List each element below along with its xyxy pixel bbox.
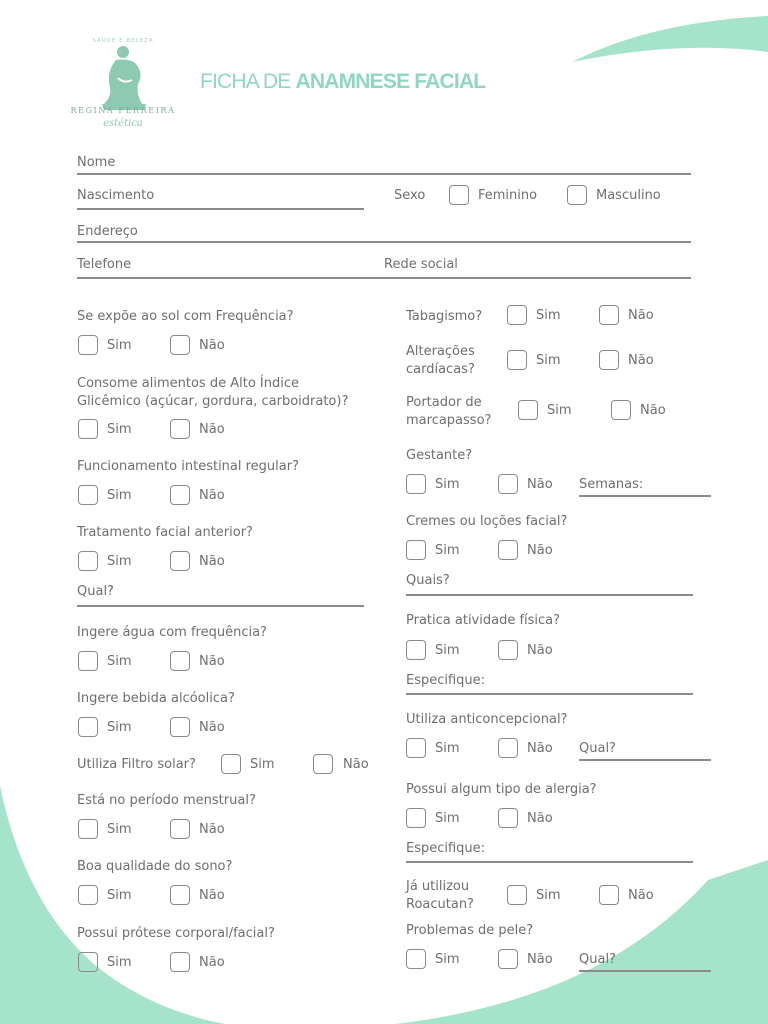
label-quais: Quais?: [406, 573, 450, 588]
q-marcapasso-line1: Portador de: [406, 395, 482, 410]
q-anticoncepcional: Utiliza anticoncepcional?: [406, 712, 568, 727]
quais-field[interactable]: [406, 594, 693, 596]
q-menstrual: Está no período menstrual?: [77, 793, 256, 808]
atividade-nao-checkbox[interactable]: [498, 640, 518, 660]
tratamento-nao-label: Não: [199, 554, 225, 569]
alergia-sim-label: Sim: [435, 811, 460, 826]
logo-top-text: SAÚDE E BELEZA: [92, 38, 154, 44]
alergia-nao-checkbox[interactable]: [498, 808, 518, 828]
pele-sim-label: Sim: [435, 952, 460, 967]
label-tratamento-qual: Qual?: [77, 584, 114, 599]
nascimento-field[interactable]: [77, 208, 364, 210]
q-tabagismo: Tabagismo?: [406, 309, 483, 324]
q-filtro: Utiliza Filtro solar?: [77, 757, 196, 772]
q-agua: Ingere água com frequência?: [77, 625, 267, 640]
filtro-sim-checkbox[interactable]: [221, 754, 241, 774]
alergia-especifique-field[interactable]: [406, 861, 693, 863]
tratamento-nao-checkbox[interactable]: [170, 551, 190, 571]
roacutan-sim-checkbox[interactable]: [507, 885, 527, 905]
checkbox-masculino[interactable]: [567, 185, 587, 205]
marcapasso-nao-checkbox[interactable]: [611, 400, 631, 420]
protese-nao-checkbox[interactable]: [170, 952, 190, 972]
intestinal-nao-label: Não: [199, 488, 225, 503]
cardiacas-sim-checkbox[interactable]: [507, 350, 527, 370]
tabagismo-sim-checkbox[interactable]: [507, 305, 527, 325]
gestante-sim-label: Sim: [435, 477, 460, 492]
agua-nao-label: Não: [199, 654, 225, 669]
intestinal-sim-checkbox[interactable]: [78, 485, 98, 505]
label-nome: Nome: [77, 155, 116, 170]
q-sol: Se expõe ao sol com Frequência?: [77, 309, 294, 324]
filtro-sim-label: Sim: [250, 757, 275, 772]
q-alcool: Ingere bebida alcóolica?: [77, 691, 235, 706]
nome-field[interactable]: [77, 173, 691, 175]
q-atividade: Pratica atividade física?: [406, 613, 561, 628]
sono-nao-checkbox[interactable]: [170, 885, 190, 905]
agua-sim-label: Sim: [107, 654, 132, 669]
q-roacutan-line2: Roacutan?: [406, 897, 474, 912]
anticoncepcional-nao-label: Não: [527, 741, 553, 756]
anticoncepcional-sim-label: Sim: [435, 741, 460, 756]
agua-nao-checkbox[interactable]: [170, 651, 190, 671]
cremes-nao-label: Não: [527, 543, 553, 558]
q-tratamento: Tratamento facial anterior?: [77, 525, 253, 540]
anticoncepcional-sim-checkbox[interactable]: [406, 738, 426, 758]
top-right-swoosh: [572, 16, 768, 62]
label-endereco: Endereço: [77, 224, 138, 239]
glicemico-sim-label: Sim: [107, 422, 132, 437]
sono-sim-label: Sim: [107, 888, 132, 903]
anticoncepcional-nao-checkbox[interactable]: [498, 738, 518, 758]
marcapasso-sim-checkbox[interactable]: [518, 400, 538, 420]
q-pele: Problemas de pele?: [406, 923, 534, 938]
q-intestinal: Funcionamento intestinal regular?: [77, 459, 299, 474]
intestinal-sim-label: Sim: [107, 488, 132, 503]
glicemico-nao-label: Não: [199, 422, 225, 437]
tabagismo-sim-label: Sim: [536, 308, 561, 323]
label-anticoncepcional-qual: Qual?: [579, 741, 616, 756]
anticoncepcional-qual-field[interactable]: [579, 759, 711, 761]
cremes-sim-label: Sim: [435, 543, 460, 558]
cremes-nao-checkbox[interactable]: [498, 540, 518, 560]
pele-qual-field[interactable]: [579, 970, 711, 972]
alcool-sim-checkbox[interactable]: [78, 717, 98, 737]
label-telefone: Telefone: [77, 257, 132, 272]
glicemico-nao-checkbox[interactable]: [170, 419, 190, 439]
sol-sim-label: Sim: [107, 338, 132, 353]
q-alergia: Possui algum tipo de alergia?: [406, 782, 597, 797]
tratamento-sim-label: Sim: [107, 554, 132, 569]
cremes-sim-checkbox[interactable]: [406, 540, 426, 560]
label-pele-qual: Qual?: [579, 952, 616, 967]
pele-nao-checkbox[interactable]: [498, 949, 518, 969]
label-atividade-especifique: Especifique:: [406, 673, 486, 688]
filtro-nao-label: Não: [343, 757, 369, 772]
semanas-field[interactable]: [579, 495, 711, 497]
label-sexo: Sexo: [394, 188, 426, 203]
tratamento-sim-checkbox[interactable]: [78, 551, 98, 571]
q-protese: Possui prótese corporal/facial?: [77, 926, 275, 941]
protese-sim-checkbox[interactable]: [78, 952, 98, 972]
telefone-field[interactable]: [77, 277, 691, 279]
gestante-nao-label: Não: [527, 477, 553, 492]
label-alergia-especifique: Especifique:: [406, 841, 486, 856]
alcool-nao-checkbox[interactable]: [170, 717, 190, 737]
q-cardiacas-line2: cardíacas?: [406, 362, 475, 377]
cardiacas-nao-checkbox[interactable]: [599, 350, 619, 370]
q-cardiacas-line1: Alterações: [406, 344, 475, 359]
sol-nao-checkbox[interactable]: [170, 335, 190, 355]
sono-nao-label: Não: [199, 888, 225, 903]
label-rede-social: Rede social: [384, 257, 458, 272]
page-title: FICHA DE ANAMNESE FACIAL: [200, 70, 486, 93]
gestante-nao-checkbox[interactable]: [498, 474, 518, 494]
logo-subtitle: estética: [103, 118, 143, 129]
marcapasso-nao-label: Não: [640, 403, 666, 418]
atividade-sim-label: Sim: [435, 643, 460, 658]
atividade-sim-checkbox[interactable]: [406, 640, 426, 660]
glicemico-sim-checkbox[interactable]: [78, 419, 98, 439]
gestante-sim-checkbox[interactable]: [406, 474, 426, 494]
protese-sim-label: Sim: [107, 955, 132, 970]
q-marcapasso-line2: marcapasso?: [406, 413, 492, 428]
atividade-nao-label: Não: [527, 643, 553, 658]
pele-sim-checkbox[interactable]: [406, 949, 426, 969]
filtro-nao-checkbox[interactable]: [313, 754, 333, 774]
cardiacas-nao-label: Não: [628, 353, 654, 368]
pele-nao-label: Não: [527, 952, 553, 967]
tabagismo-nao-label: Não: [628, 308, 654, 323]
intestinal-nao-checkbox[interactable]: [170, 485, 190, 505]
checkbox-feminino[interactable]: [449, 185, 469, 205]
alergia-sim-checkbox[interactable]: [406, 808, 426, 828]
logo-brand-name: REGINA FERREIRA: [70, 106, 176, 115]
label-semanas: Semanas:: [579, 477, 644, 492]
agua-sim-checkbox[interactable]: [78, 651, 98, 671]
q-gestante: Gestante?: [406, 448, 473, 463]
atividade-especifique-field[interactable]: [406, 693, 693, 695]
logo: [58, 24, 188, 144]
q-glicemico-line1: Consome alimentos de Alto Índice: [77, 376, 299, 391]
sol-nao-label: Não: [199, 338, 225, 353]
q-glicemico-line2: Glicêmico (açúcar, gordura, carboidrato)?: [77, 394, 349, 409]
endereco-field[interactable]: [77, 241, 691, 243]
menstrual-sim-checkbox[interactable]: [78, 819, 98, 839]
roacutan-nao-checkbox[interactable]: [599, 885, 619, 905]
alergia-nao-label: Não: [527, 811, 553, 826]
tabagismo-nao-checkbox[interactable]: [599, 305, 619, 325]
menstrual-nao-label: Não: [199, 822, 225, 837]
cardiacas-sim-label: Sim: [536, 353, 561, 368]
protese-nao-label: Não: [199, 955, 225, 970]
q-roacutan-line1: Já utilizou: [406, 879, 470, 894]
label-feminino: Feminino: [478, 188, 538, 203]
roacutan-sim-label: Sim: [536, 888, 561, 903]
q-cremes: Cremes ou loções facial?: [406, 514, 568, 529]
sono-sim-checkbox[interactable]: [78, 885, 98, 905]
label-masculino: Masculino: [596, 188, 661, 203]
alcool-sim-label: Sim: [107, 720, 132, 735]
menstrual-nao-checkbox[interactable]: [170, 819, 190, 839]
alcool-nao-label: Não: [199, 720, 225, 735]
roacutan-nao-label: Não: [628, 888, 654, 903]
label-nascimento: Nascimento: [77, 188, 155, 203]
q-sono: Boa qualidade do sono?: [77, 859, 233, 874]
tratamento-qual-field[interactable]: [77, 605, 364, 607]
marcapasso-sim-label: Sim: [547, 403, 572, 418]
menstrual-sim-label: Sim: [107, 822, 132, 837]
sol-sim-checkbox[interactable]: [78, 335, 98, 355]
